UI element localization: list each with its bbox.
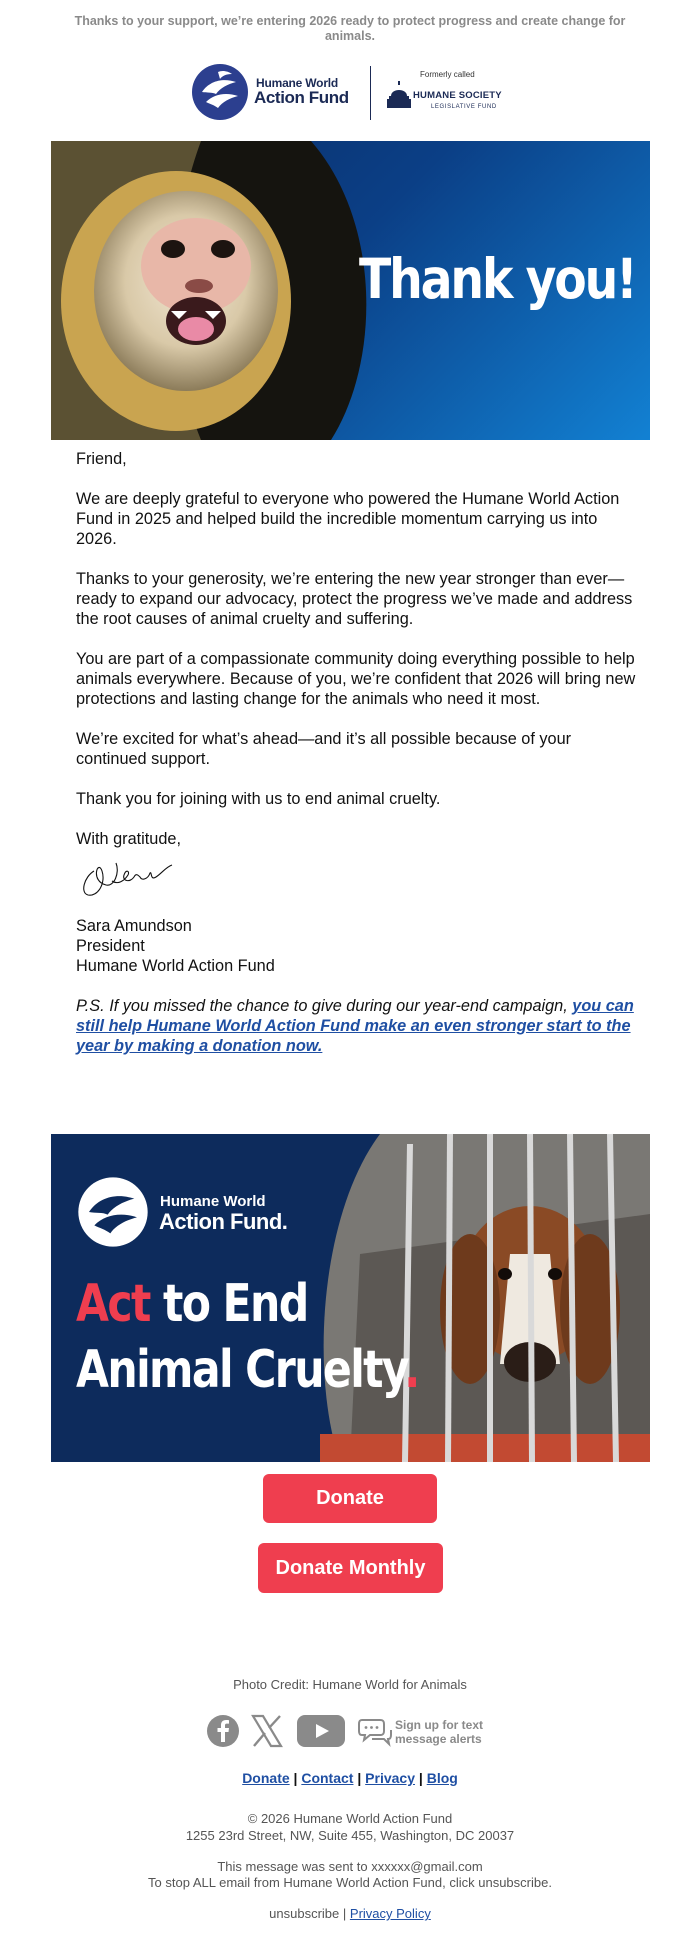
capuchin-monkey-photo: [51, 141, 391, 440]
link-separator: |: [293, 1770, 298, 1786]
mailing-address: 1255 23rd Street, NW, Suite 455, Washington, DC 20037: [185, 1828, 515, 1843]
closing: With gratitude,: [76, 830, 181, 848]
link-separator: |: [342, 1906, 347, 1921]
footer-unsubscribe: [0, 1906, 700, 1921]
postscript: [76, 996, 636, 1056]
signer-org: Humane World Action Fund: [76, 957, 275, 975]
link-separator: |: [418, 1770, 423, 1786]
footer-link-privacy[interactable]: Privacy: [365, 1770, 415, 1786]
footer-link-donate[interactable]: Donate: [242, 1770, 290, 1786]
preheader-text: Thanks to your support, we’re entering 2026 ready to protect progress and create change for animals.: [74, 14, 626, 43]
footer-links: [0, 1770, 700, 1786]
link-separator: |: [357, 1770, 362, 1786]
letter-paragraph: We are deeply grateful to everyone who powered the Humane World Action Fund in 2025 and helped build the incredible momentum carrying us into 2026.: [76, 490, 620, 548]
banner-headline-text: Animal Cruelty: [76, 1340, 405, 1400]
capitol-dome-icon: [386, 80, 412, 110]
unsubscribe-link[interactable]: unsubscribe: [269, 1906, 340, 1921]
photo-credit: Photo Credit: Humane World for Animals: [233, 1677, 467, 1692]
sms-signup-label[interactable]: [395, 1718, 483, 1746]
banner-brand-line1: Humane World: [160, 1193, 266, 1210]
banner-headline-rest: to End: [149, 1274, 308, 1334]
sms-label-line2: message alerts: [395, 1732, 482, 1746]
logo-line2: Action Fund: [254, 88, 349, 107]
former-name-line1: HUMANE SOCIETY: [413, 90, 502, 101]
humane-world-logo-icon: [190, 62, 250, 122]
hero-title: Thank you!: [359, 247, 636, 311]
header-logos: [0, 60, 700, 124]
banner-headline-dot: .: [404, 1340, 419, 1400]
letter-body: [76, 449, 636, 1056]
x-twitter-icon[interactable]: [250, 1714, 284, 1748]
svg-text:Sara: Sara: [120, 871, 123, 872]
logo-divider: [370, 66, 371, 120]
banner-headline-line1: [76, 1274, 308, 1334]
donate-button[interactable]: Donate: [263, 1474, 437, 1523]
copyright: © 2026 Humane World Action Fund: [247, 1811, 453, 1826]
footer-link-contact[interactable]: Contact: [301, 1770, 354, 1786]
banner-headline-accent: Act: [76, 1274, 150, 1334]
footer-address-block: [0, 1810, 700, 1844]
youtube-icon[interactable]: [297, 1715, 345, 1747]
greeting: Friend,: [76, 450, 127, 468]
campaign-banner[interactable]: [51, 1134, 650, 1462]
donate-monthly-button[interactable]: Donate Monthly: [258, 1543, 443, 1593]
sms-chat-icon[interactable]: [358, 1716, 392, 1748]
stop-email-notice: To stop ALL email from Humane World Action Fund, click unsubscribe.: [148, 1875, 552, 1890]
letter-paragraph: You are part of a compassionate community doing everything possible to help animals everywhere. Because of you, we’re confident that 2026 will bring new protections and lasting change for the animals who need it most.: [76, 650, 636, 708]
ps-prefix: P.S. If you missed the chance to give during our year-end campaign,: [76, 997, 568, 1015]
former-name-line2: LEGISLATIVE FUND: [431, 104, 497, 110]
signer-title: President: [76, 937, 145, 955]
banner-brand-line2: Action Fund.: [159, 1209, 288, 1234]
formerly-called-label: Formerly called: [420, 70, 475, 79]
facebook-icon[interactable]: [206, 1714, 240, 1748]
humane-world-banner-logo-icon: [73, 1172, 153, 1252]
signer-name: Sara Amundson: [76, 917, 192, 935]
sms-label-line1: Sign up for text: [395, 1718, 483, 1732]
banner-headline-line2: [76, 1340, 419, 1400]
sent-to-notice: This message was sent to xxxxxx@gmail.com: [217, 1859, 483, 1874]
footer-recipient-block: [0, 1859, 700, 1891]
hero-image: [51, 141, 650, 440]
social-links: [0, 1712, 700, 1752]
privacy-policy-link[interactable]: Privacy Policy: [349, 1906, 431, 1921]
footer-link-blog[interactable]: Blog: [426, 1770, 458, 1786]
letter-paragraph: Thank you for joining with us to end animal cruelty.: [76, 790, 441, 808]
signature-image: [76, 841, 196, 903]
beagle-in-cage-photo: [320, 1134, 650, 1462]
letter-paragraph: We’re excited for what’s ahead—and it’s all possible because of your continued support.: [76, 730, 572, 768]
ps-donate-link[interactable]: you can still help Humane World Action Fund make an even stronger start to the year by making a donation now.: [76, 997, 634, 1055]
letter-paragraph: Thanks to your generosity, we’re entering the new year stronger than ever—ready to expand our advocacy, protect the progress we’ve made and address the root causes of animal cruelty and suffering.: [76, 570, 633, 628]
logo-line1: Humane World: [256, 76, 339, 90]
